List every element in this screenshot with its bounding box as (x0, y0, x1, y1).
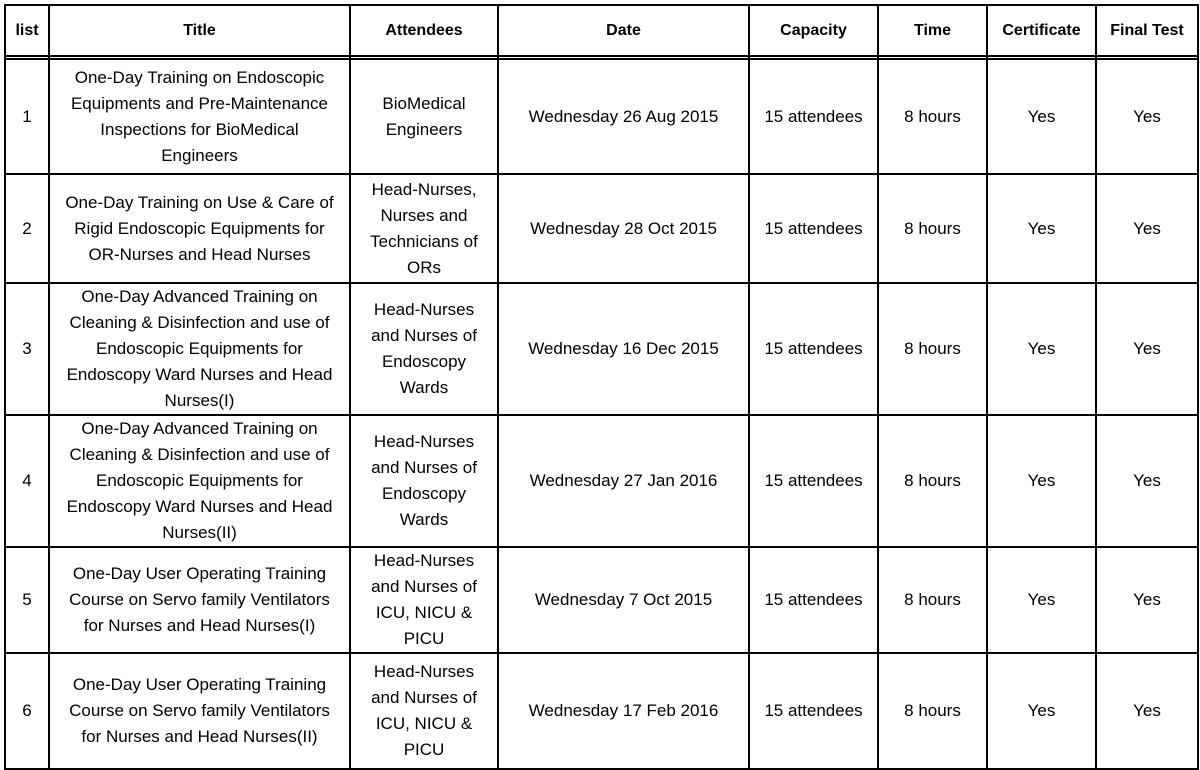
title-line: Endoscopic Equipments for (96, 339, 303, 358)
cell-capacity: 15 attendees (749, 653, 878, 769)
cell-certificate: Yes (987, 283, 1096, 415)
title-line: Cleaning & Disinfection and use of (69, 445, 330, 464)
cell-attendees (350, 415, 498, 547)
cell-capacity: 15 attendees (749, 547, 878, 653)
training-schedule (4, 4, 1199, 770)
title-line: One-Day Training on Endoscopic (74, 67, 325, 87)
title-line: Endoscopy Ward Nurses and Head (66, 365, 333, 384)
title-line: Rigid Endoscopic Equipments for (74, 218, 325, 238)
attendees-line: Wards (399, 378, 449, 397)
cell-attendees (350, 653, 498, 769)
attendees-line: and Nurses of (371, 688, 477, 707)
cell-date: Wednesday 27 Jan 2016 (498, 415, 749, 547)
table-body (5, 56, 1198, 769)
header-certificate: Certificate (987, 5, 1096, 56)
title-line: One-Day User Operating Training (72, 675, 327, 694)
cell-attendees (350, 547, 498, 653)
attendees-line: Head-Nurses (373, 551, 475, 570)
title-line: Inspections for BioMedical (100, 119, 299, 139)
cell-list: 5 (5, 547, 49, 653)
cell-final-test: Yes (1096, 174, 1198, 283)
title-line: Nurses(II) (162, 523, 237, 542)
title-line: Equipments and Pre-Maintenance (70, 93, 329, 113)
training-table (4, 4, 1199, 770)
attendees-line: Head-Nurses (373, 662, 475, 681)
cell-capacity: 15 attendees (749, 415, 878, 547)
title-line: One-Day User Operating Training (72, 564, 327, 583)
cell-date: Wednesday 26 Aug 2015 (498, 59, 749, 174)
attendees-line: Head-Nurses (373, 432, 475, 451)
attendees-line: Nurses and (380, 205, 468, 225)
title-line: One-Day Advanced Training on (81, 419, 318, 438)
title-line: OR-Nurses and Head Nurses (88, 244, 311, 264)
cell-capacity: 15 attendees (749, 174, 878, 283)
attendees-line: Engineers (385, 119, 463, 139)
title-line: Engineers (161, 145, 238, 165)
cell-time: 8 hours (878, 59, 987, 174)
cell-attendees (350, 59, 498, 174)
cell-list: 3 (5, 283, 49, 415)
attendees-line: Technicians of (370, 231, 478, 251)
cell-certificate: Yes (987, 653, 1096, 769)
cell-certificate: Yes (987, 174, 1096, 283)
cell-title (49, 174, 350, 283)
header-capacity: Capacity (749, 5, 878, 56)
title-line: Cleaning & Disinfection and use of (69, 313, 330, 332)
cell-capacity: 15 attendees (749, 283, 878, 415)
title-line: for Nurses and Head Nurses(I) (83, 616, 316, 635)
table-row (5, 283, 1198, 415)
attendees-line: BioMedical (382, 93, 466, 113)
cell-date: Wednesday 7 Oct 2015 (498, 547, 749, 653)
header-final-test: Final Test (1096, 5, 1198, 56)
title-line: Endoscopy Ward Nurses and Head (66, 497, 333, 516)
attendees-line: Head-Nurses (373, 300, 475, 319)
title-line: Nurses(I) (164, 391, 235, 410)
attendees-line: Endoscopy (381, 484, 467, 503)
cell-certificate: Yes (987, 59, 1096, 174)
cell-final-test: Yes (1096, 653, 1198, 769)
attendees-line: ICU, NICU & PICU (375, 714, 473, 759)
cell-time: 8 hours (878, 415, 987, 547)
cell-title (49, 547, 350, 653)
title-line: One-Day Training on Use & Care of (65, 192, 334, 212)
title-line: One-Day Advanced Training on (81, 287, 318, 306)
cell-date: Wednesday 28 Oct 2015 (498, 174, 749, 283)
table-row (5, 59, 1198, 174)
cell-time: 8 hours (878, 547, 987, 653)
attendees-line: Head-Nurses, (371, 179, 477, 199)
header-list: list (5, 5, 49, 56)
attendees-line: Endoscopy (381, 352, 467, 371)
cell-final-test: Yes (1096, 59, 1198, 174)
attendees-line: Wards (399, 510, 449, 529)
table-row (5, 547, 1198, 653)
header-attendees: Attendees (350, 5, 498, 56)
title-line: for Nurses and Head Nurses(II) (81, 727, 318, 746)
header-title: Title (49, 5, 350, 56)
cell-date: Wednesday 16 Dec 2015 (498, 283, 749, 415)
cell-final-test: Yes (1096, 547, 1198, 653)
title-line: Course on Servo family Ventilators (69, 701, 330, 720)
cell-attendees (350, 283, 498, 415)
cell-date: Wednesday 17 Feb 2016 (498, 653, 749, 769)
cell-final-test: Yes (1096, 283, 1198, 415)
cell-time: 8 hours (878, 283, 987, 415)
cell-list: 6 (5, 653, 49, 769)
cell-title (49, 415, 350, 547)
cell-time: 8 hours (878, 174, 987, 283)
title-line: Endoscopic Equipments for (96, 471, 303, 490)
title-line: Course on Servo family Ventilators (69, 590, 330, 609)
attendees-line: ICU, NICU & PICU (375, 603, 473, 648)
attendees-line: ORs (407, 257, 441, 277)
cell-title (49, 653, 350, 769)
header-time: Time (878, 5, 987, 56)
header-date: Date (498, 5, 749, 56)
cell-list: 2 (5, 174, 49, 283)
cell-attendees (350, 174, 498, 283)
cell-certificate: Yes (987, 415, 1096, 547)
table-row (5, 653, 1198, 769)
table-row (5, 174, 1198, 283)
attendees-line: and Nurses of (371, 326, 477, 345)
attendees-line: and Nurses of (371, 458, 477, 477)
cell-list: 4 (5, 415, 49, 547)
cell-title (49, 59, 350, 174)
cell-title (49, 283, 350, 415)
cell-final-test: Yes (1096, 415, 1198, 547)
attendees-line: and Nurses of (371, 577, 477, 596)
cell-list: 1 (5, 59, 49, 174)
header-row (5, 5, 1198, 56)
cell-certificate: Yes (987, 547, 1096, 653)
cell-capacity: 15 attendees (749, 59, 878, 174)
table-row (5, 415, 1198, 547)
cell-time: 8 hours (878, 653, 987, 769)
